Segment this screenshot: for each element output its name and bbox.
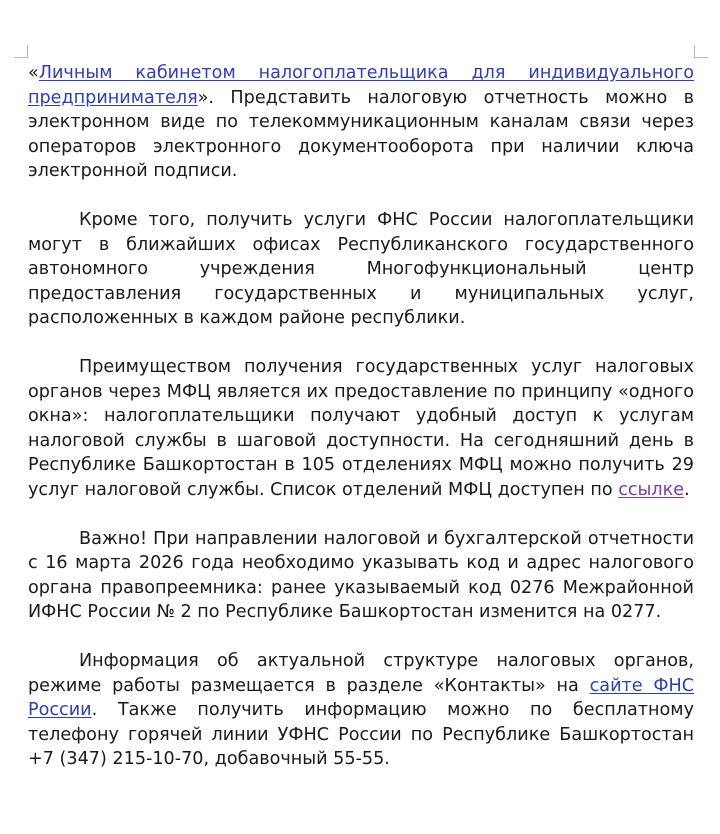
paragraph-mfc-offices — [28, 208, 694, 331]
paragraph-text: ». Представить налоговую отчетность можно в электронном виде по телекоммуникационным каналам связи через операторов электронного документооборота при наличии ключа электронной подписи. — [28, 87, 694, 181]
link-personal-account-ip[interactable]: Личным кабинетом налогоплательщика для индивидуального предпринимателя — [28, 63, 694, 108]
page-corner-mark-left — [14, 45, 28, 58]
page-corner-mark-right — [694, 45, 708, 58]
paragraph-text-end: . — [684, 479, 690, 500]
paragraph-text-end: . Также получить информацию можно по бесплатному телефону горячей линии УФНС России по Республике Башкортостан +7 (347) 215-10-70, добавочный 55-55. — [28, 700, 694, 769]
document-body — [28, 61, 694, 796]
link-mfc-list[interactable]: ссылке — [618, 479, 685, 500]
paragraph-text: Информация об актуальной структуре налоговых органов, режиме работы размещается в разделе «Контакты» на — [28, 651, 694, 696]
link-fns-website[interactable]: сайте ФНС России — [28, 675, 694, 720]
open-quote: « — [28, 63, 39, 83]
paragraph-text: Преимуществом получения государственных услуг налоговых органов через МФЦ является их предоставление по принципу «одного окна»: налогоплательщики получают удобный доступ к услугам налоговой службы в шаговой доступности. На сегодняшний день в Республике Башкортостан в 105 отделениях МФЦ можно получить 29 услуг налоговой службы. Список отделений МФЦ доступен по — [28, 357, 694, 500]
paragraph-personal-account — [28, 61, 694, 184]
paragraph-contacts — [28, 649, 694, 772]
paragraph-text: Важно! При направлении налоговой и бухгалтерской отчетности с 16 марта 2026 года необходимо указывать код и адрес налогового органа правопреемника: ранее указываемый код 0276 Межрайонной ИФНС России № 2 по Республике Башкортостан изменится на 0277. — [28, 528, 694, 622]
paragraph-important-notice — [28, 527, 694, 625]
paragraph-text: Кроме того, получить услуги ФНС России налогоплательщики могут в ближайших офисах Республиканского государственного автономного учреждения Многофункциональный центр предоставления государственных и муниципальных услуг, расположенных в каждом районе республики. — [28, 210, 694, 328]
paragraph-mfc-advantages — [28, 355, 694, 502]
